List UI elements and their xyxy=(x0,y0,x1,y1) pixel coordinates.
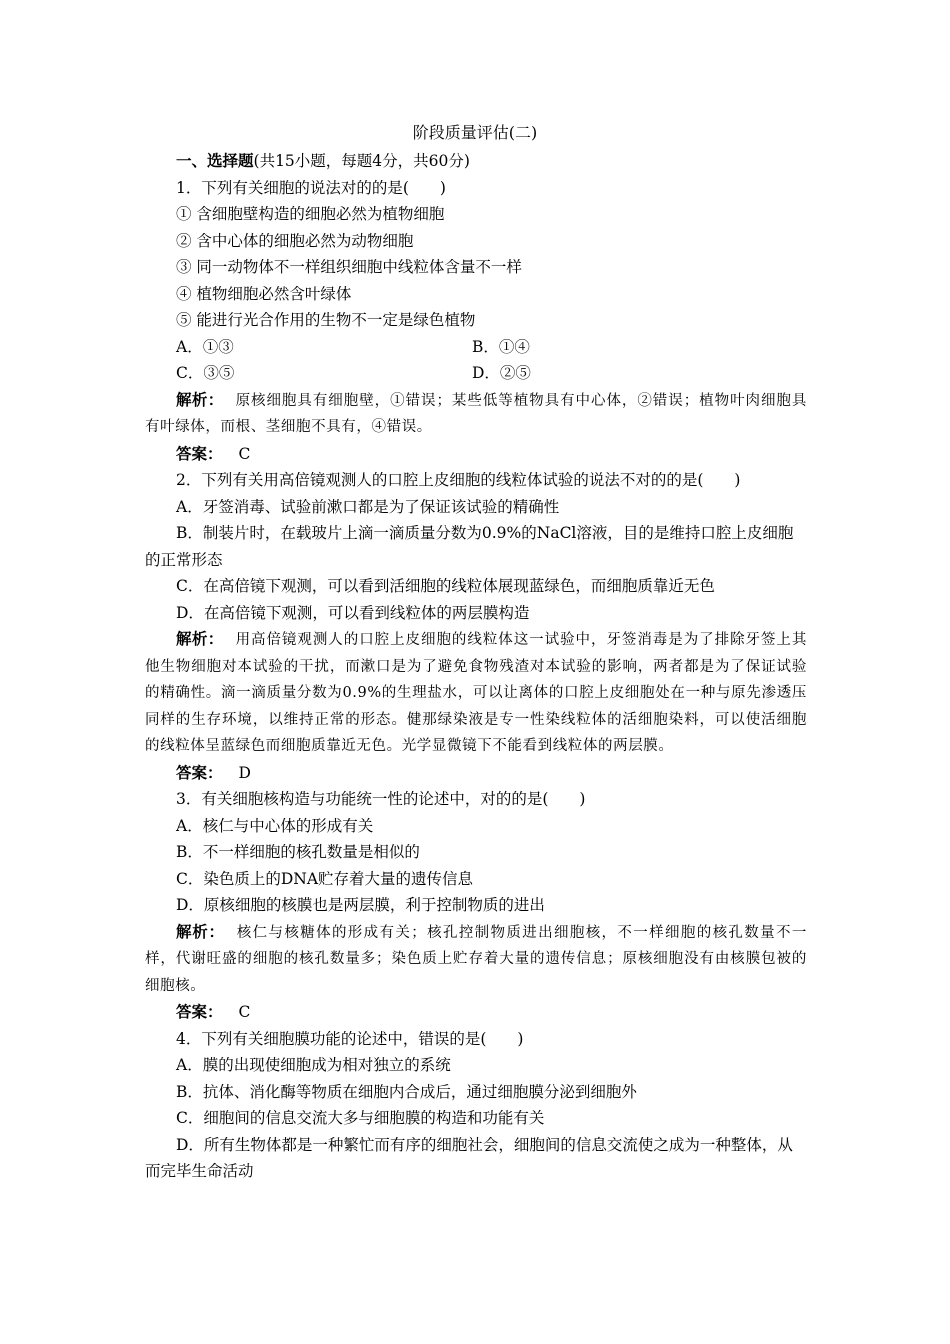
page-title: 阶段质量评估(二) xyxy=(412,123,538,142)
question-2-option-b: B．制装片时，在载玻片上滴一滴质量分数为0.9%的NaCl溶液，目的是维持口腔上皮细胞的正常形态 xyxy=(145,524,794,569)
answer-value: C xyxy=(238,1003,251,1021)
question-4-option-d: D．所有生物体都是一种繁忙而有序的细胞社会，细胞间的信息交流使之成为一种整体，从而完毕生命活动 xyxy=(145,1135,793,1180)
question-4-option-c: C．细胞间的信息交流大多与细胞膜的构造和功能有关 xyxy=(176,1109,545,1127)
question-1-option-c: C．③⑤ xyxy=(176,364,235,382)
analysis-text: 用高倍镜观测人的口腔上皮细胞的线粒体这一试验中，牙签消毒是为了排除牙签上其他生物细胞对本试验的干扰，而漱口是为了避免食物残渣对本试验的影响，两者都是为了保证试验的精确性。滴一滴质量分数为0.9%的生理盐水，可以让离体的口腔上皮细胞处在一种与原先渗透压同样的生存环境，以维持正常的形态。健那绿染液是专一性染线粒体的活细胞染料，可以使活细胞的线粒体呈蓝绿色而细胞质靠近无色。光学显微镜下不能看到线粒体的两层膜。 xyxy=(145,632,807,754)
question-1-item: ⑤ 能进行光合作用的生物不一定是绿色植物 xyxy=(176,311,476,329)
analysis-text: 核仁与核糖体的形成有关；核孔控制物质进出细胞核，不一样细胞的核孔数量不一样，代谢旺盛的细胞的核孔数量多；染色质上贮存着大量的遗传信息；原核细胞没有由核膜包被的细胞核。 xyxy=(145,924,807,994)
question-4-stem: 4．下列有关细胞膜功能的论述中，错误的是( ) xyxy=(176,1029,524,1048)
question-3-analysis xyxy=(145,919,807,1000)
section-heading xyxy=(145,148,807,175)
section-heading-text: 一、选择题 xyxy=(176,151,254,170)
analysis-text: 原核细胞具有细胞壁，①错误；某些低等植物具有中心体，②错误；植物叶肉细胞具有叶绿体，而根、茎细胞不具有，④错误。 xyxy=(145,392,807,435)
answer-value: D xyxy=(238,763,251,782)
answer-label: 答案： xyxy=(176,1002,223,1021)
question-3-option-b: B．不一样细胞的核孔数量是相似的 xyxy=(176,843,420,861)
question-2-answer xyxy=(145,760,807,787)
answer-value: C xyxy=(238,444,251,463)
question-1-answer xyxy=(145,441,807,468)
question-1-option-d: D．②⑤ xyxy=(472,364,531,382)
question-1-options-row xyxy=(145,360,807,387)
question-1-item: ② 含中心体的细胞必然为动物细胞 xyxy=(176,231,414,250)
analysis-label: 解析： xyxy=(176,389,224,409)
question-2-option-a: A．牙签消毒、试验前漱口都是为了保证该试验的精确性 xyxy=(176,497,560,516)
question-3-option-a: A．核仁与中心体的形成有关 xyxy=(176,816,374,835)
question-1-stem: 1．下列有关细胞的说法对的的是( ) xyxy=(176,178,446,197)
answer-label: 答案： xyxy=(176,443,223,463)
question-1-options-row xyxy=(145,334,807,361)
question-2-analysis xyxy=(145,626,807,760)
question-1-analysis xyxy=(145,387,807,441)
question-2-option-d: D．在高倍镜下观测，可以看到线粒体的两层膜构造 xyxy=(176,603,530,622)
question-4-option-b: B．抗体、消化酶等物质在细胞内合成后，通过细胞膜分泌到细胞外 xyxy=(176,1082,637,1101)
question-3-option-c: C．染色质上的DNA贮存着大量的遗传信息 xyxy=(176,869,474,888)
question-3-stem: 3．有关细胞核构造与功能统一性的论述中，对的的是( ) xyxy=(176,790,586,808)
question-1-option-b: B．①④ xyxy=(472,337,530,356)
answer-label: 答案： xyxy=(176,762,223,782)
question-3-answer xyxy=(145,999,807,1026)
analysis-label: 解析： xyxy=(176,921,225,941)
question-2-stem: 2．下列有关用高倍镜观测人的口腔上皮细胞的线粒体试验的说法不对的的是( ) xyxy=(176,471,741,489)
question-1-item: ③ 同一动物体不一样组织细胞中线粒体含量不一样 xyxy=(176,258,522,276)
question-2-option-c: C．在高倍镜下观测，可以看到活细胞的线粒体展现蓝绿色，而细胞质靠近无色 xyxy=(176,577,715,595)
question-1-item: ④ 植物细胞必然含叶绿体 xyxy=(176,284,352,303)
section-note: (共15小题，每题4分，共60分) xyxy=(253,152,470,170)
question-1-option-a: A．①③ xyxy=(176,337,234,356)
question-4-option-a: A．膜的出现使细胞成为相对独立的系统 xyxy=(176,1056,451,1074)
analysis-label: 解析： xyxy=(176,629,224,648)
question-3-option-d: D．原核细胞的核膜也是两层膜，利于控制物质的进出 xyxy=(176,896,545,914)
question-1-item: ① 含细胞壁构造的细胞必然为植物细胞 xyxy=(176,205,445,223)
document-body xyxy=(145,148,807,1185)
